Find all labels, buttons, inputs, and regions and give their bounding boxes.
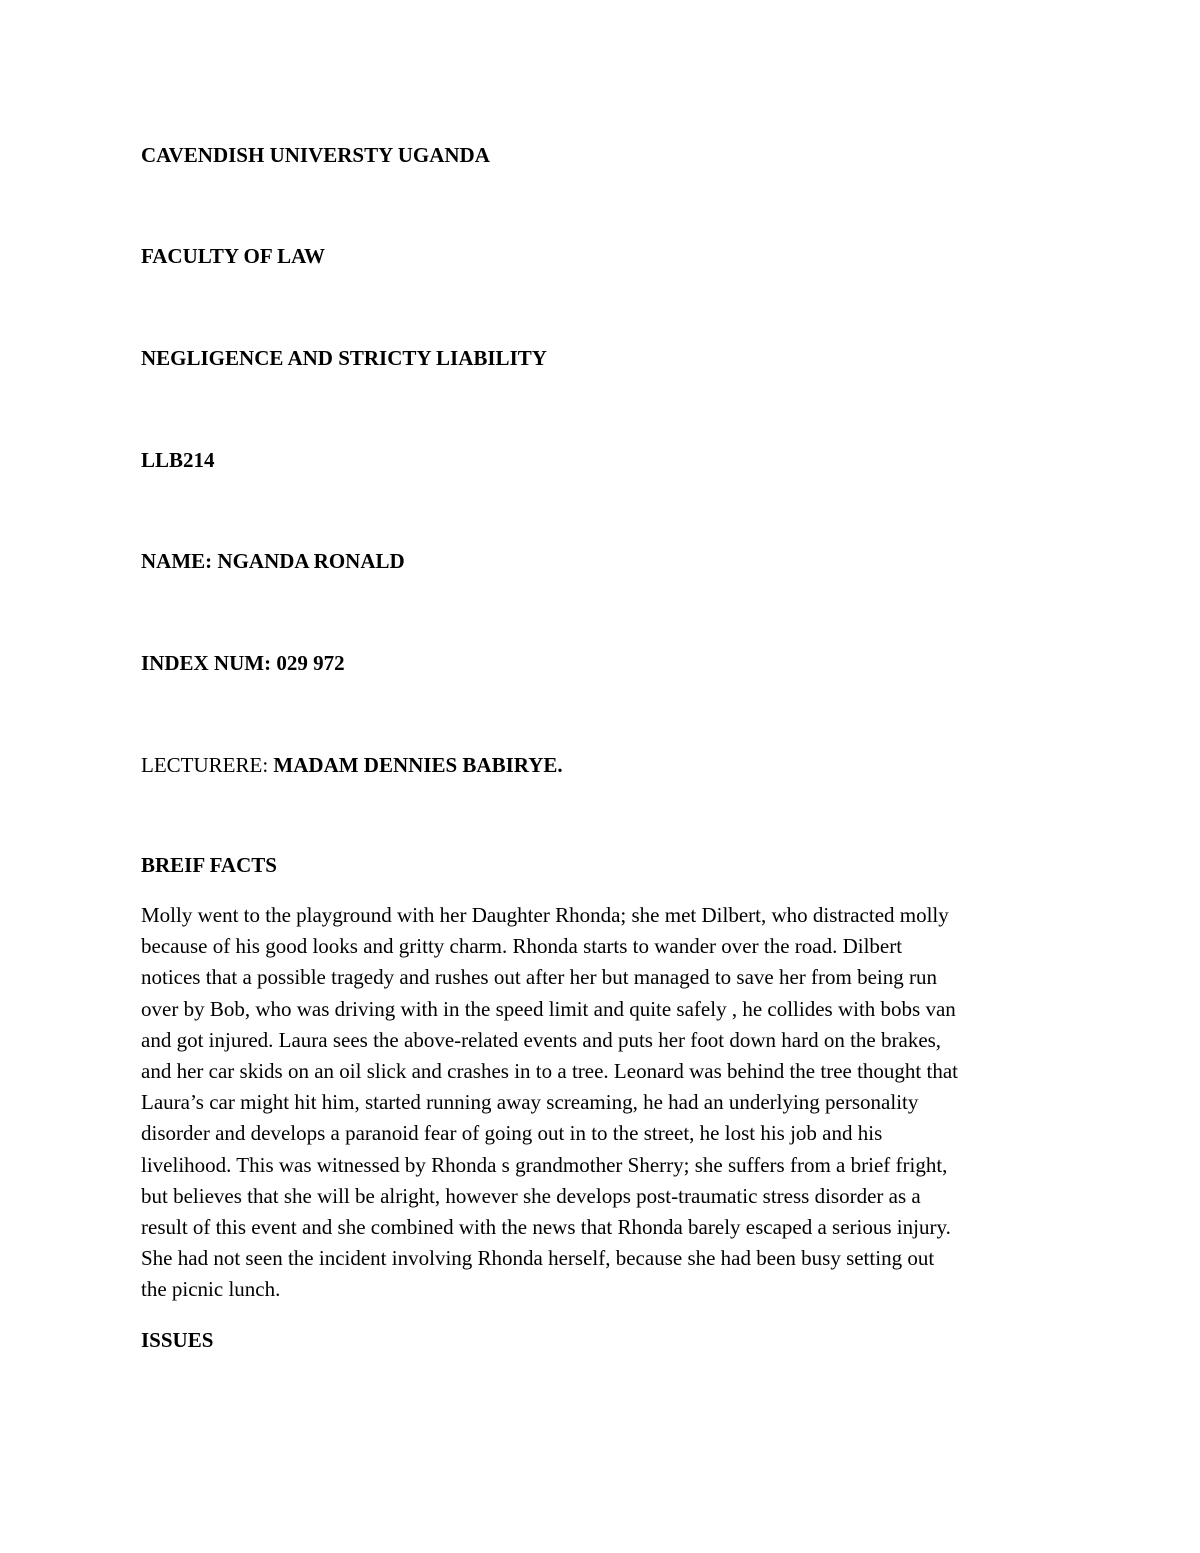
facts-line: Molly went to the playground with her Daughter Rhonda; she met Dilbert, who distracted molly	[141, 903, 949, 927]
faculty-heading: FACULTY OF LAW	[141, 244, 325, 268]
facts-line: notices that a possible tragedy and rushes out after her but managed to save her from being run	[141, 965, 938, 990]
facts-line: and got injured. Laura sees the above-related events and puts her foot down hard on the brakes,	[141, 1027, 942, 1052]
index-number: INDEX NUM: 029 972	[141, 651, 345, 675]
lecturer-line	[141, 753, 563, 777]
facts-heading: BREIF FACTS	[141, 853, 277, 877]
university-heading: CAVENDISH UNIVERSTY UGANDA	[141, 143, 490, 167]
issues-heading: ISSUES	[141, 1328, 214, 1352]
facts-line: disorder and develops a paranoid fear of going out in to the street, he lost his job and his	[141, 1121, 883, 1146]
facts-line: the picnic lunch.	[141, 1277, 281, 1302]
facts-line: She had not seen the incident involving Rhonda herself, because she had been busy setting out	[141, 1246, 935, 1271]
facts-line: because of his good looks and gritty charm. Rhonda starts to wander over the road. Dilbert	[141, 934, 903, 959]
lecturer-name: MADAM DENNIES BABIRYE.	[273, 753, 563, 777]
facts-line: result of this event and she combined with the news that Rhonda barely escaped a serious injury.	[141, 1215, 951, 1240]
facts-line: livelihood. This was witnessed by Rhonda s grandmother Sherry; she suffers from a brief fright,	[141, 1152, 948, 1177]
facts-line: but believes that she will be alright, however she develops post-traumatic stress disorder as a	[141, 1183, 921, 1208]
facts-line: Laura’s car might hit him, started running away screaming, he had an underlying personality	[141, 1090, 919, 1115]
facts-line: over by Bob, who was driving with in the speed limit and quite safely , he collides with bobs van	[141, 996, 956, 1021]
facts-line: and her car skids on an oil slick and crashes in to a tree. Leonard was behind the tree thought that	[141, 1059, 958, 1084]
course-title: NEGLIGENCE AND STRICTY LIABILITY	[141, 346, 547, 370]
student-name: NAME: NGANDA RONALD	[141, 549, 405, 573]
lecturer-label: LECTURERE:	[141, 753, 274, 777]
facts-paragraph	[141, 900, 1081, 1306]
course-code: LLB214	[141, 448, 215, 472]
